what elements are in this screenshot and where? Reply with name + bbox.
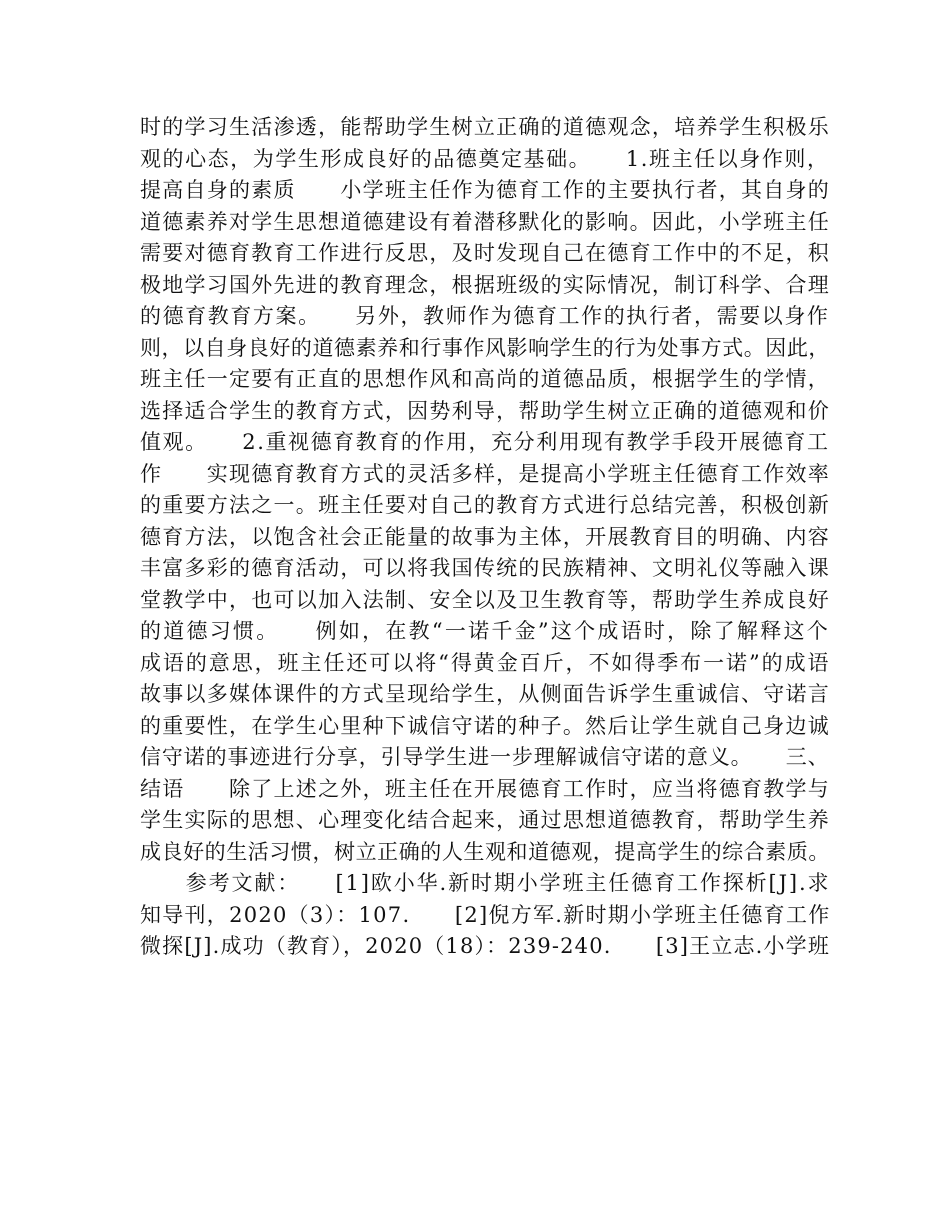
text-line: 微探[J].成功（教育），2020（18）：239-240. [3]王立志.小学班: [140, 934, 831, 958]
text-line: 观的心态，为学生形成良好的品德奠定基础。 1.班主任以身作则，: [140, 146, 830, 171]
text-line: 德育方法，以饱含社会正能量的故事为主体，开展教育目的明确、内容: [140, 524, 830, 549]
text-line: 知导刊，2020（3）：107. [2]倪方军.新时期小学班主任德育工作: [140, 902, 831, 927]
text-line: 丰富多彩的德育活动，可以将我国传统的民族精神、文明礼仪等融入课: [140, 556, 830, 580]
text-line: 的道德习惯。 例如，在教“一诺千金”这个成语时，除了解释这个: [140, 619, 830, 643]
text-line: 成良好的生活习惯，树立正确的人生观和道德观，提高学生的综合素质。: [140, 839, 830, 864]
text-line: 提高自身的素质 小学班主任作为德育工作的主要执行者，其自身的: [140, 178, 830, 202]
text-line: 的德育教育方案。 另外，教师作为德育工作的执行者，需要以身作: [140, 304, 830, 328]
text-line: 的重要性，在学生心里种下诚信守诺的种子。然后让学生就自己身边诚: [140, 713, 830, 738]
text-line: 参考文献： [1]欧小华.新时期小学班主任德育工作探析[J].求: [140, 871, 831, 895]
text-line: 值观。 2.重视德育教育的作用，充分利用现有教学手段开展德育工: [140, 430, 830, 454]
body-text: [140, 112, 830, 963]
text-line: 信守诺的事迹进行分享，引导学生进一步理解诚信守诺的意义。 三、: [140, 745, 830, 769]
text-line: 极地学习国外先进的教育理念，根据班级的实际情况，制订科学、合理: [140, 272, 830, 297]
text-line: 则，以自身良好的道德素养和行事作风影响学生的行为处事方式。因此，: [140, 335, 830, 360]
text-line: 成语的意思，班主任还可以将“得黄金百斤，不如得季布一诺”的成语: [140, 650, 831, 675]
text-line: 选择适合学生的教育方式，因势利导，帮助学生树立正确的道德观和价: [140, 398, 830, 423]
text-line: 故事以多媒体课件的方式呈现给学生，从侧面告诉学生重诚信、守诺言: [140, 682, 830, 706]
text-line: 结语 除了上述之外，班主任在开展德育工作时，应当将德育教学与: [140, 776, 830, 801]
text-line: 作 实现德育教育方式的灵活多样，是提高小学班主任德育工作效率: [140, 461, 830, 486]
text-line: 的重要方法之一。班主任要对自己的教育方式进行总结完善，积极创新: [140, 493, 830, 517]
text-line: 时的学习生活渗透，能帮助学生树立正确的道德观念，培养学生积极乐: [140, 115, 830, 139]
text-line: 需要对德育教育工作进行反思，及时发现自己在德育工作中的不足，积: [140, 241, 830, 265]
text-line: 学生实际的思想、心理变化结合起来，通过思想道德教育，帮助学生养: [140, 808, 830, 832]
text-line: 班主任一定要有正直的思想作风和高尚的道德品质，根据学生的学情，: [140, 367, 830, 391]
text-line: 道德素养对学生思想道德建设有着潜移默化的影响。因此，小学班主任: [140, 209, 830, 234]
text-line: 堂教学中，也可以加入法制、安全以及卫生教育等，帮助学生养成良好: [140, 587, 830, 612]
